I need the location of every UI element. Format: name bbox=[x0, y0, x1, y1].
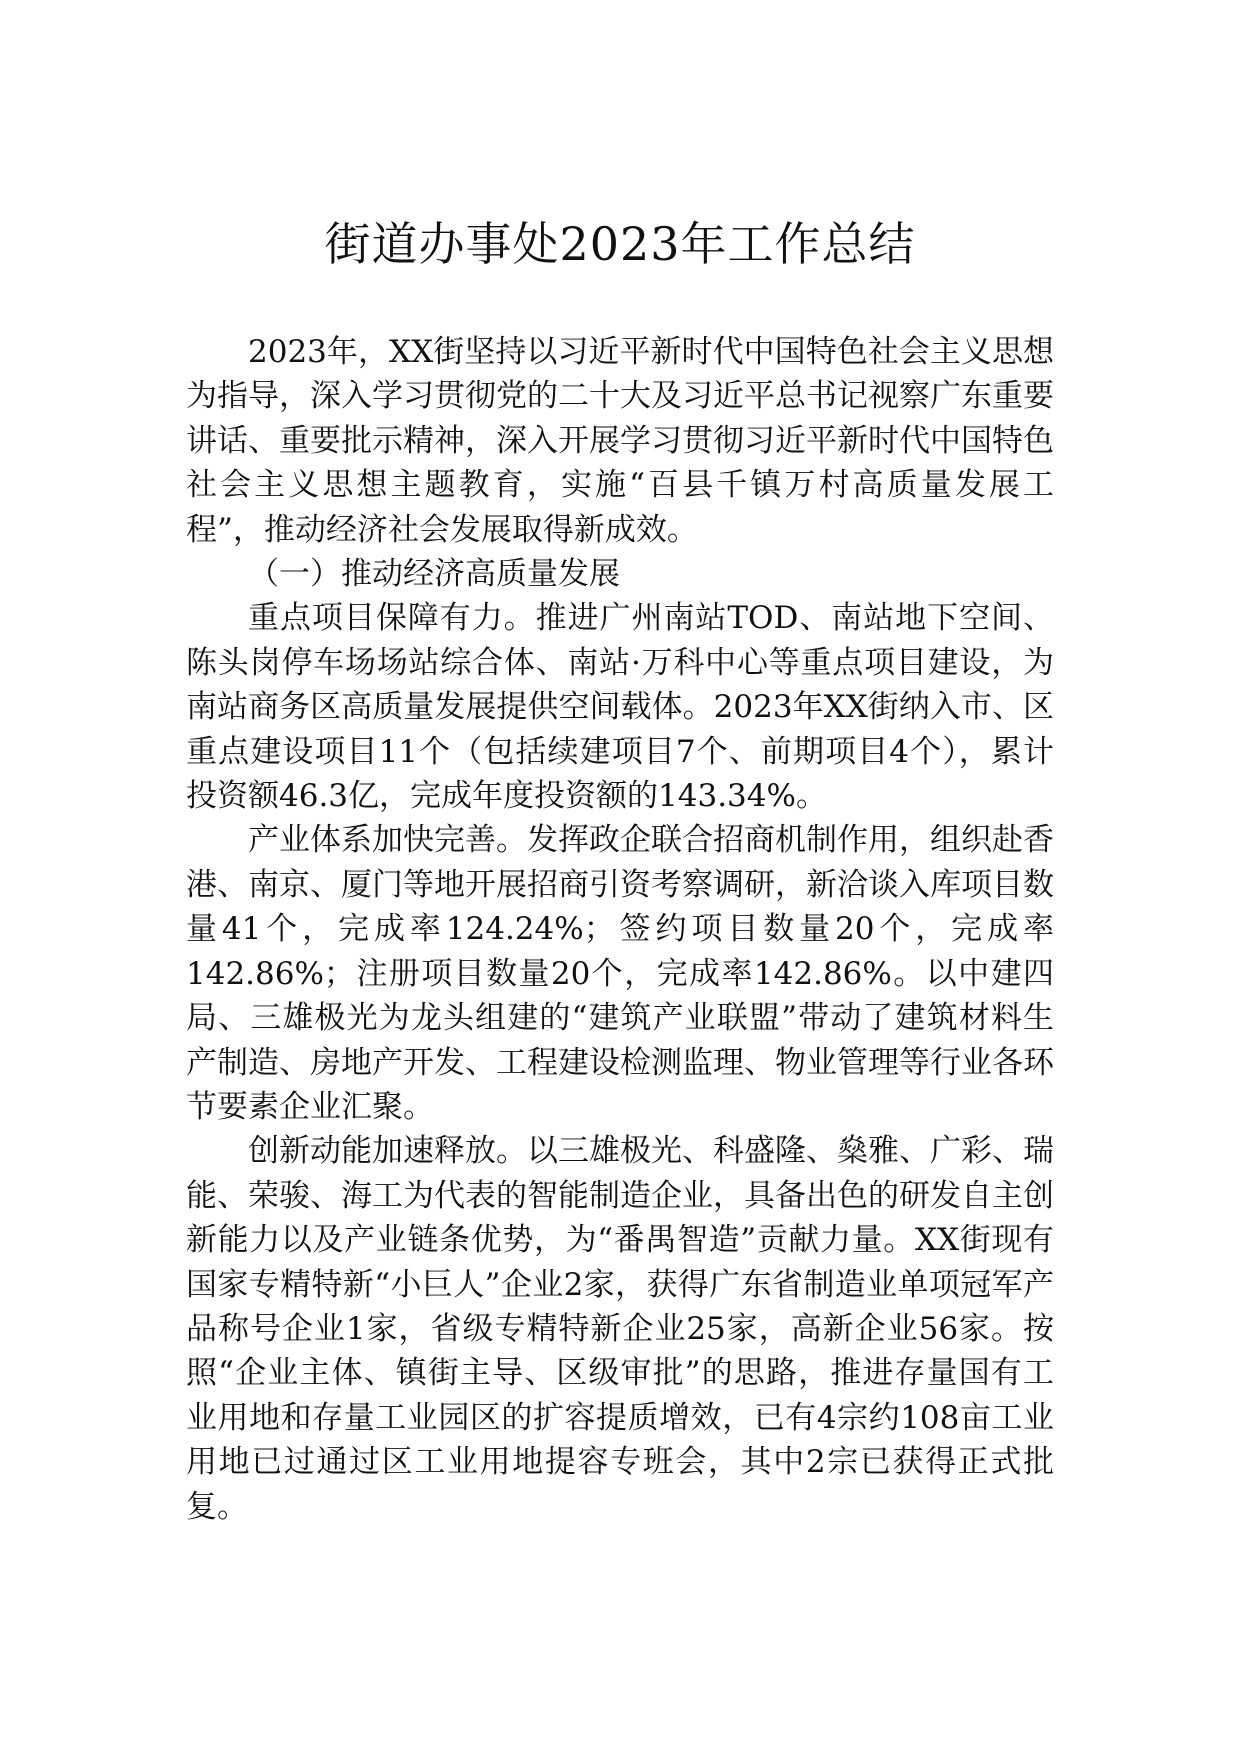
paragraph-innovation: 创新动能加速释放。以三雄极光、科盛隆、燊雅、广彩、瑞能、荣骏、海工为代表的智能制造企业，具备出色的研发自主创新能力以及产业链条优势，为“番禺智造”贡献力量。XX街现有国家专精特新“小巨人”企业2家，获得广东省制造业单项冠军产品称号企业1家，省级专精特新企业25家，高新企业56家。按照“企业主体、镇街主导、区级审批”的思路，推进存量国有工业用地和存量工业园区的扩容提质增效，已有4宗约108亩工业用地已过通过区工业用地提容专班会，其中2宗已获得正式批复。 bbox=[186, 1133, 1054, 1525]
document-body bbox=[186, 330, 1054, 1529]
section-heading-economy: （一）推动经济高质量发展 bbox=[248, 556, 620, 593]
paragraph-key-projects: 重点项目保障有力。推进广州南站TOD、南站地下空间、陈头岗停车场场站综合体、南站·万科中心等重点项目建设，为南站商务区高质量发展提供空间载体。2023年XX街纳入市、区重点建设项目11个（包括续建项目7个、前期项目4个），累计投资额46.3亿，完成年度投资额的143.34%。 bbox=[186, 600, 1054, 815]
intro-paragraph: 2023年，XX街坚持以习近平新时代中国特色社会主义思想为指导，深入学习贯彻党的二十大及习近平总书记视察广东重要讲话、重要批示精神，深入开展学习贯彻习近平新时代中国特色社会主义思想主题教育，实施“百县千镇万村高质量发展工程”，推动经济社会发展取得新成效。 bbox=[186, 334, 1054, 548]
document-title: 街道办事处2023年工作总结 bbox=[324, 217, 916, 271]
paragraph-industry-system: 产业体系加快完善。发挥政企联合招商机制作用，组织赴香港、南京、厦门等地开展招商引资考察调研，新洽谈入库项目数量41个，完成率124.24%；签约项目数量20个，完成率142.86%；注册项目数量20个，完成率142.86%。以中建四局、三雄极光为龙头组建的“建筑产业联盟”带动了建筑材料生产制造、房地产开发、工程建设检测监理、物业管理等行业各环节要素企业汇聚。 bbox=[186, 822, 1054, 1125]
